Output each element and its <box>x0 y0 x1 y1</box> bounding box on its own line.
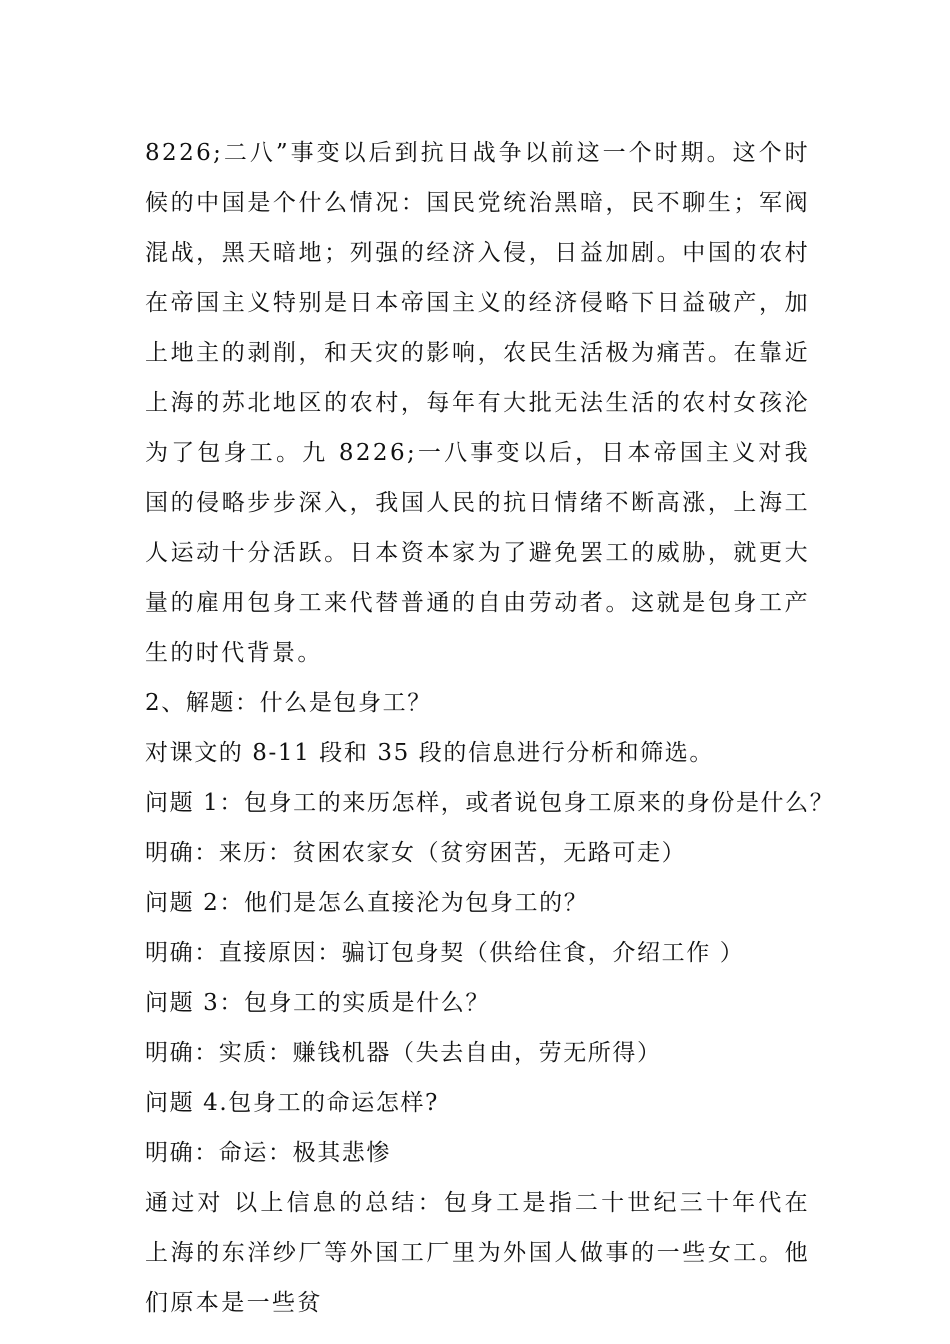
question-3: 问题 3：包身工的实质是什么？ <box>145 990 490 1016</box>
section-heading-jieti: 2、解题：什么是包身工？ <box>145 690 432 716</box>
answer-2: 明确：直接原因：骗订包身契（供给住食，介绍工作 ） <box>145 940 745 966</box>
question-1: 问题 1：包身工的来历怎样，或者说包身工原来的身份是什么？ <box>145 790 835 816</box>
document-body <box>145 128 835 1328</box>
answer-1: 明确：来历：贫困农家女（贫穷困苦，无路可走） <box>145 840 687 866</box>
answer-3: 明确：实质：赚钱机器（失去自由，劳无所得） <box>145 1040 662 1066</box>
question-4: 问题 4.包身工的命运怎样? <box>145 1090 439 1116</box>
question-2: 问题 2：他们是怎么直接沦为包身工的？ <box>145 890 589 916</box>
instruction-line: 对课文的 8-11 段和 35 段的信息进行分析和筛选。 <box>145 740 714 766</box>
summary-paragraph: 通过对 以上信息的总结：包身工是指二十世纪三十年代在上海的东洋纱厂等外国工厂里为外国人做事的一些女工。他们原本是一些贫 <box>145 1190 810 1316</box>
background-paragraph: 8226;二八”事变以后到抗日战争以前这一个时期。这个时候的中国是个什么情况：国民党统治黑暗，民不聊生；军阀混战，黑天暗地；列强的经济入侵，日益加剧。中国的农村在帝国主义特别是日本帝国主义的经济侵略下日益破产，加上地主的剥削，和天灾的影响，农民生活极为痛苦。在靠近上海的苏北地区的农村，每年有大批无法生活的农村女孩沦为了包身工。九 8226;一八事变以后，日本帝国主义对我国的侵略步步深入，我国人民的抗日情绪不断高涨，上海工人运动十分活跃。日本资本家为了避免罢工的威胁，就更大量的雇用包身工来代替普通的自由劳动者。这就是包身工产生的时代背景。 <box>145 140 810 666</box>
answer-4: 明确：命运：极其悲惨 <box>145 1140 391 1166</box>
